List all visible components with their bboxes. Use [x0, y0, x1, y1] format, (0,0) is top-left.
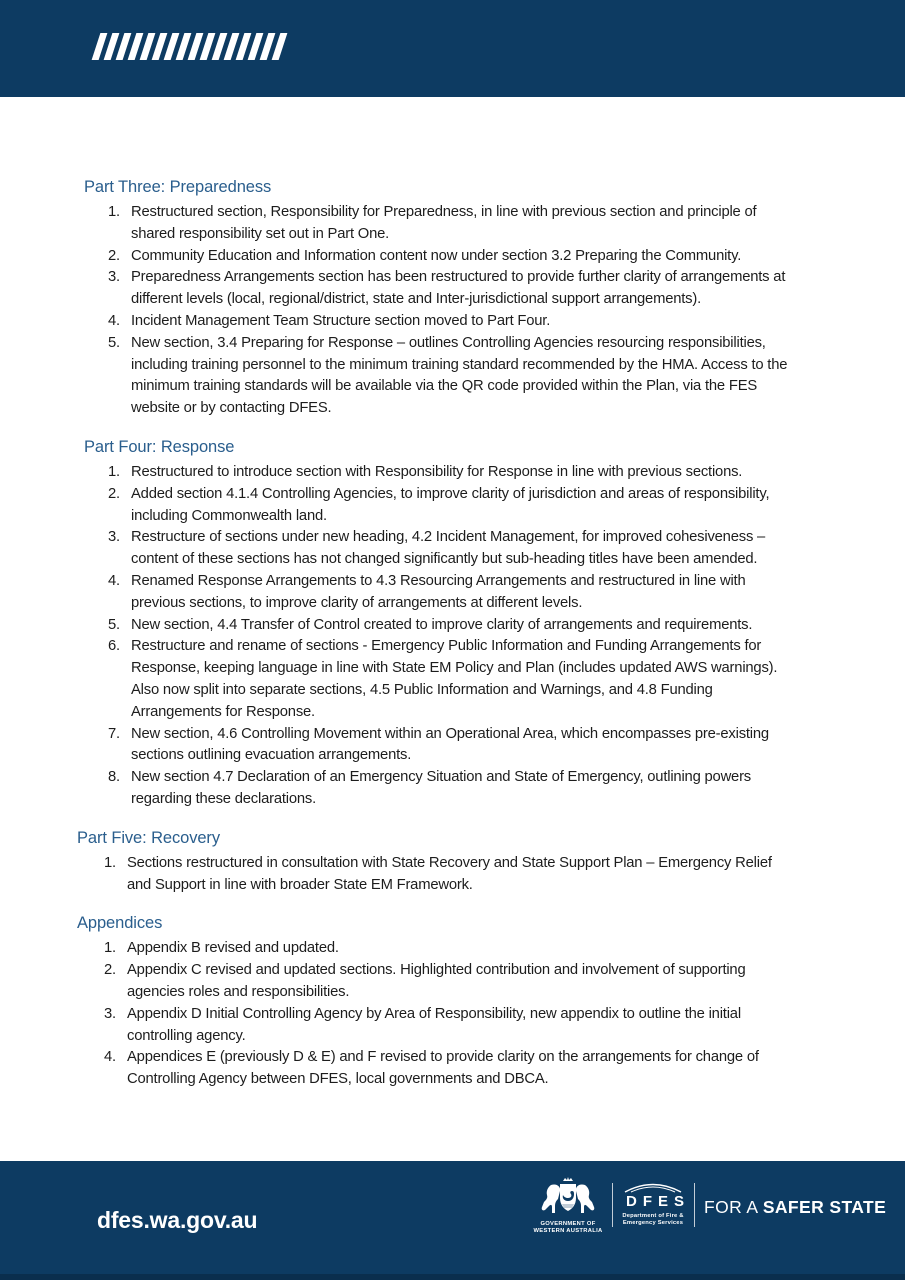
dfes-logo	[620, 1181, 691, 1227]
list-item-number: 3.	[108, 269, 120, 286]
website-url: dfes.wa.gov.au	[97, 1207, 258, 1233]
list-item-number: 8.	[108, 769, 120, 786]
section-part-four	[0, 437, 905, 811]
list-item-text: Incident Management Team Structure section moved to Part Four.	[131, 312, 551, 329]
list-item	[104, 938, 905, 960]
list-item-text: Appendix C revised and updated sections. Highlighted contribution and involvement of supporting agencies roles and responsibilities.	[127, 962, 746, 1000]
numbered-list	[0, 462, 905, 811]
list-item-text: Restructured section, Responsibility for Preparedness, in line with previous section and principle of shared responsibility set out in Part One.	[131, 204, 757, 242]
section-heading: Part Four: Response	[84, 437, 235, 456]
list-item-number: 4.	[108, 572, 120, 589]
list-item-number: 5.	[108, 616, 120, 633]
dfes-acronym: DFES	[626, 1193, 691, 1210]
footer-divider	[612, 1183, 613, 1227]
list-item	[108, 484, 905, 528]
numbered-list	[0, 853, 905, 897]
list-item-number: 2.	[108, 485, 120, 502]
list-item-text: New section, 4.4 Transfer of Control created to improve clarity of arrangements and requirements.	[131, 616, 753, 633]
diagonal-stripes-logo	[96, 33, 283, 60]
list-item-number: 1.	[104, 940, 116, 957]
list-item-number: 2.	[108, 247, 120, 264]
list-item-text: Added section 4.1.4 Controlling Agencies, to improve clarity of jurisdiction and areas of responsibility, including Commonwealth land.	[131, 485, 770, 524]
list-item-number: 7.	[108, 725, 120, 742]
gov-caption	[533, 1221, 603, 1235]
list-item	[104, 960, 905, 1004]
tagline-emphasis: SAFER STATE	[762, 1197, 887, 1217]
list-item	[108, 636, 905, 723]
section-heading: Part Five: Recovery	[77, 828, 220, 847]
list-item-number: 1.	[104, 854, 116, 871]
dfes-department-caption	[620, 1213, 686, 1227]
list-item-number: 4.	[104, 1049, 116, 1066]
list-item	[104, 853, 905, 897]
list-item	[108, 615, 905, 637]
list-item-text: New section, 3.4 Preparing for Response – outlines Controlling Agencies resourcing responsibilities, including training personnel to the minimum training standard recommended by the HMA. Access to the minimum training standards will be available via the QR code provided within the Plan, via the FES website or by contacting DFES.	[131, 334, 788, 417]
list-item	[108, 267, 905, 311]
list-item-text: Community Education and Information content now under section 3.2 Preparing the Community.	[131, 247, 742, 264]
list-item	[108, 333, 905, 420]
footer-band	[0, 1161, 905, 1280]
list-item-text: Renamed Response Arrangements to 4.3 Resourcing Arrangements and restructured in line with previous sections, to improve clarity of arrangements at different levels.	[131, 572, 746, 611]
dfes-dept-line1: Department of Fire &	[622, 1213, 684, 1219]
dfes-dept-line2: Emergency Services	[622, 1220, 684, 1226]
list-item-number: 2.	[104, 962, 116, 979]
header-band	[0, 0, 905, 97]
list-item	[108, 202, 905, 246]
list-item-number: 4.	[108, 312, 120, 329]
coat-of-arms-icon	[537, 1177, 599, 1219]
list-item-text: Appendix B revised and updated.	[127, 940, 339, 957]
tagline-prefix: FOR A	[704, 1197, 763, 1217]
section-appendices	[0, 913, 905, 1091]
document-body	[0, 97, 905, 1091]
numbered-list	[0, 202, 905, 420]
list-item	[108, 311, 905, 333]
section-part-three	[0, 177, 905, 420]
tagline	[704, 1197, 886, 1218]
list-item-number: 1.	[108, 204, 120, 220]
dfes-arcs-icon	[620, 1181, 686, 1193]
list-item	[108, 724, 905, 768]
list-item-text: New section, 4.6 Controlling Movement within an Operational Area, which encompasses pre-existing sections outlining evacuation arrangements.	[131, 725, 769, 764]
list-item-text: Preparedness Arrangements section has been restructured to provide further clarity of arrangements at different levels (local, regional/district, state and Inter-jurisdictional support arrangements).	[131, 269, 786, 308]
footer-divider	[694, 1183, 695, 1227]
list-item-text: New section 4.7 Declaration of an Emergency Situation and State of Emergency, outlining powers regarding these declarations.	[131, 769, 752, 807]
section-part-five	[0, 828, 905, 897]
list-item	[108, 246, 905, 268]
list-item-text: Appendix D Initial Controlling Agency by Area of Responsibility, new appendix to outline the initial controlling agency.	[127, 1005, 741, 1044]
list-item-text: Restructured to introduce section with Responsibility for Response in line with previous sections.	[131, 463, 743, 480]
list-item-number: 1.	[108, 463, 120, 480]
section-heading: Appendices	[77, 914, 163, 933]
list-item-number: 6.	[108, 638, 120, 655]
list-item-number: 3.	[104, 1005, 116, 1022]
list-item	[104, 1004, 905, 1048]
list-item-text: Restructure of sections under new heading, 4.2 Incident Management, for improved cohesiveness – content of these sections has not changed significantly but sub-heading titles have been amended.	[131, 529, 766, 568]
list-item-text: Sections restructured in consultation with State Recovery and State Support Plan – Emergency Relief and Support in line with broader State EM Framework.	[127, 854, 772, 893]
footer-bottom-strip	[0, 1274, 905, 1280]
gov-caption-line2: WESTERN AUSTRALIA	[533, 1228, 603, 1234]
list-item-text: Restructure and rename of sections - Emergency Public Information and Funding Arrangements for Response, keeping language in line with State EM Policy and Plan (includes updated AWS warnings). Also now split into separate sections, 4.5 Public Information and Warnings, and 4.8 Funding Arrangements for Response.	[131, 638, 778, 720]
list-item-text: Appendices E (previously D & E) and F revised to provide clarity on the arrangements for change of Controlling Agency between DFES, local governments and DBCA.	[127, 1049, 759, 1088]
list-item-number: 3.	[108, 529, 120, 546]
list-item	[108, 527, 905, 571]
gov-caption-line1: GOVERNMENT OF	[540, 1221, 596, 1227]
numbered-list	[0, 938, 905, 1091]
wa-government-crest-logo	[533, 1177, 603, 1235]
section-heading: Part Three: Preparedness	[84, 178, 272, 196]
list-item	[108, 462, 905, 484]
list-item	[108, 767, 905, 811]
list-item-number: 5.	[108, 334, 120, 351]
list-item	[104, 1047, 905, 1091]
list-item	[108, 571, 905, 615]
